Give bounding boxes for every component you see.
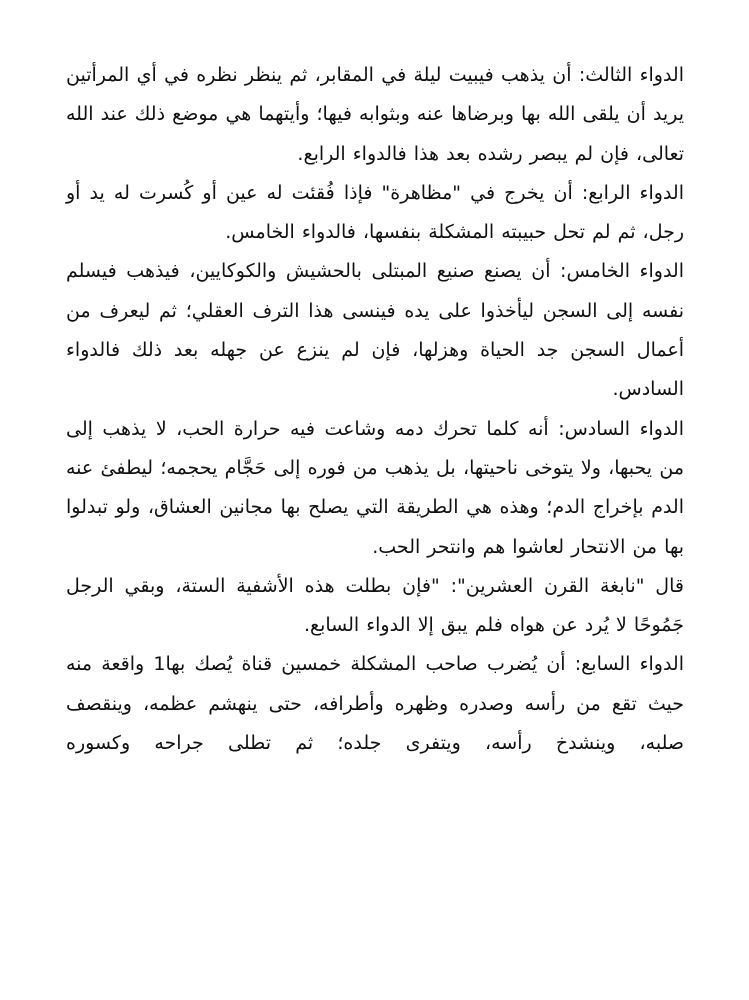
paragraph-fifth-remedy: الدواء الخامس: أن يصنع صنيع المبتلى بالحشيش والكوكايين، فيذهب فيسلم نفسه إلى السجن ليأخذوا على يده فينسى هذا الترف العقلي؛ ثم ليعرف من أعمال السجن جد الحياة وهزلها، فإن لم ينزع عن جهله بعد ذلك فالدواء السادس. xyxy=(66,260,684,401)
document-page xyxy=(66,56,684,763)
paragraph-seventh-remedy: الدواء السابع: أن يُضرب صاحب المشكلة خمسين قناة يُصك بها1 واقعة منه حيث تقع من رأسه وصدره وظهره وأطرافه، حتى ينهشم عظمه، وينقصف صلبه، وينشدخ رأسه، ويتفرى جلده؛ ثم تطلى جراحه وكسوره xyxy=(66,653,684,755)
paragraph-fourth-remedy: الدواء الرابع: أن يخرج في "مظاهرة" فإذا فُقئت له عين أو كُسرت له يد أو رجل، ثم لم تحل حبيبته المشكلة بنفسها، فالدواء الخامس. xyxy=(66,181,684,244)
paragraph-quote: قال "نابغة القرن العشرين": "فإن بطلت هذه الأشفية الستة، وبقي الرجل جَمُوحًا لا يُرد عن هواه فلم يبق إلا الدواء السابع. xyxy=(66,574,684,637)
paragraph-third-remedy: الدواء الثالث: أن يذهب فيبيت ليلة في المقابر، ثم ينظر نظره في أي المرأتين يريد أن يلقى الله بها وبرضاها عنه وبثوابه فيها؛ وأيتهما هي موضع ذلك عند الله تعالى، فإن لم يبصر رشده بعد هذا فالدواء الرابع. xyxy=(66,64,684,165)
paragraph-sixth-remedy: الدواء السادس: أنه كلما تحرك دمه وشاعت فيه حرارة الحب، لا يذهب إلى من يحبها، ولا يتوخى ناحيتها، بل يذهب من فوره إلى حَجَّام يحجمه؛ ليطفئ عنه الدم بإخراج الدم؛ وهذه هي الطريقة التي يصلح بها مجانين العشاق، ولو تبدلوا بها من الانتحار لعاشوا هم وانتحر الحب. xyxy=(66,417,684,558)
